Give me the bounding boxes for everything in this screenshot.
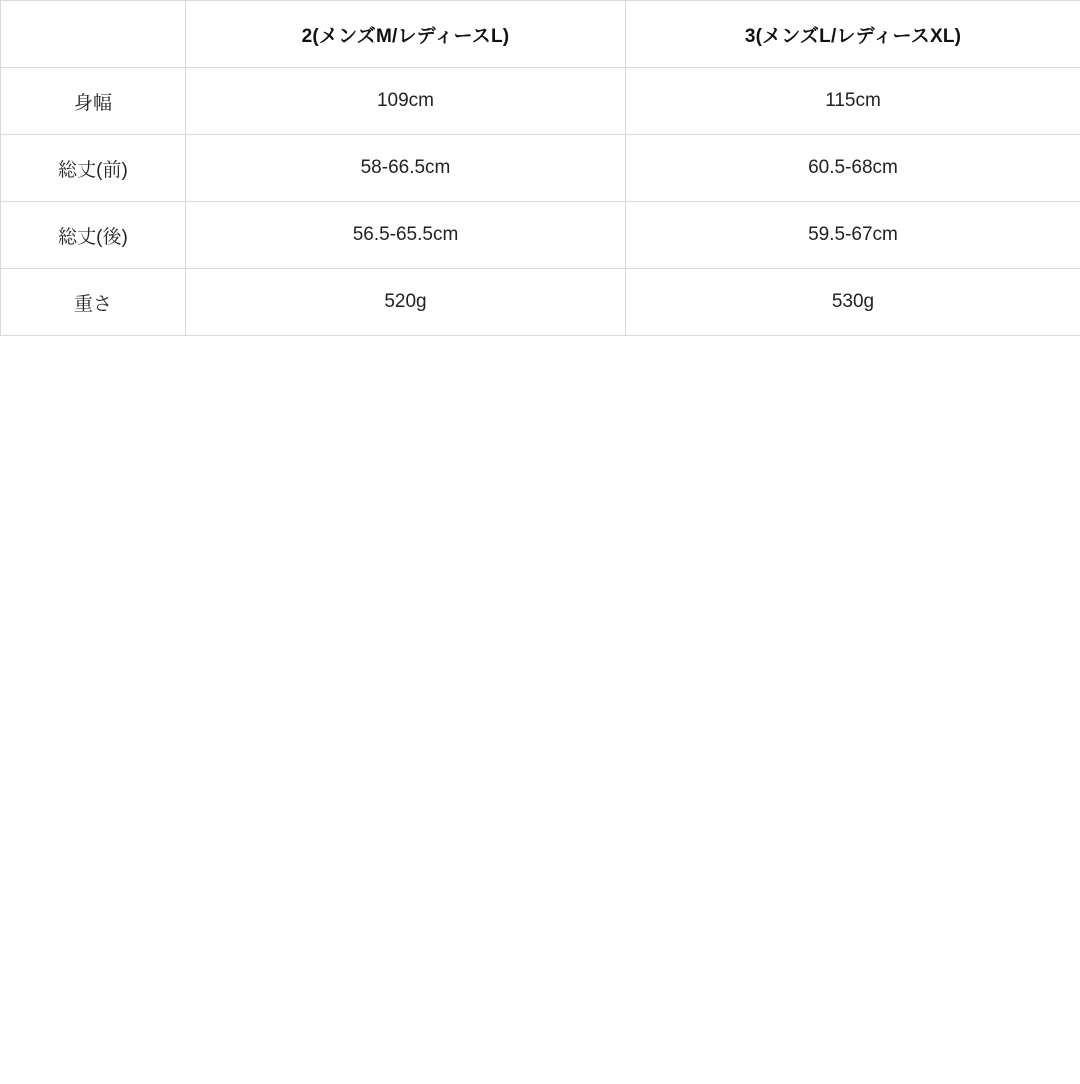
table-header-row [1,1,1080,68]
row-label-body-width: 身幅 [1,68,186,135]
table-body [1,68,1080,336]
table-row [1,269,1080,336]
table-row [1,68,1080,135]
blank-area [0,336,1080,1084]
cell-total-length-front-size2: 58-66.5cm [186,135,626,202]
cell-weight-size3: 530g [626,269,1080,336]
table-corner-cell [1,1,186,68]
row-label-total-length-back: 総丈(後) [1,202,186,269]
cell-body-width-size3: 115cm [626,68,1080,135]
table-row [1,202,1080,269]
table-row [1,135,1080,202]
column-header-size-2: 2(メンズM/レディースL) [186,1,626,68]
cell-body-width-size2: 109cm [186,68,626,135]
row-label-weight: 重さ [1,269,186,336]
row-label-total-length-front: 総丈(前) [1,135,186,202]
column-header-size-3: 3(メンズL/レディースXL) [626,1,1080,68]
cell-weight-size2: 520g [186,269,626,336]
size-table [0,0,1080,336]
cell-total-length-back-size2: 56.5-65.5cm [186,202,626,269]
table-header [1,1,1080,68]
cell-total-length-front-size3: 60.5-68cm [626,135,1080,202]
cell-total-length-back-size3: 59.5-67cm [626,202,1080,269]
